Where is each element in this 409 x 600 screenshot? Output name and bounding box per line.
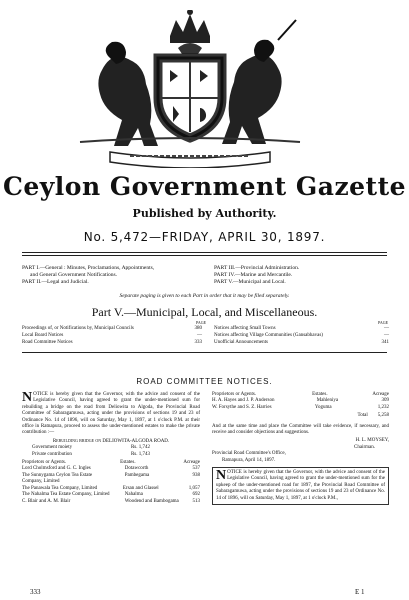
divider (22, 252, 387, 253)
signer-name: H. L. MOYSEY, (355, 438, 389, 444)
contents-right (214, 325, 389, 346)
contents-row: Notices affecting Village Communities (Gansabhavas) — (214, 333, 389, 338)
total-row: Total 5,258 (357, 413, 389, 419)
project-line: Rebuilding bridge on DELIOWITA-ALGODA ROAD. (52, 438, 170, 444)
signer-title: Chairman. (354, 444, 375, 450)
notice-column-right (212, 392, 389, 505)
table-row: The Sunnygama Ceylon Tea Estate Company, Limited Pambegama 938 (22, 472, 200, 485)
gazette-title: Ceylon Government Gazette (2, 172, 407, 201)
contents-row: Road Committee Notices 333 (22, 340, 202, 345)
notice-paragraph: NOTICE is hereby given that the Governor, with the advice and consent of the Legislative Council, having agreed to grant the under-mentioned sum for the upkeep of the under-mentioned road for 1897, the Provincial Road Committee of Sabaragamuwa, acting under the provisions of sections 19 and 23 of Ordinance No. 14 of 1896, will on Saturday, May 1, 1897, at 1 o'clock P.M., (216, 468, 385, 501)
drop-cap: N (22, 390, 33, 405)
parts-index-right (214, 265, 389, 286)
parts-item: PART V.—Municipal and Local. (214, 279, 286, 285)
parts-item: PART IV.—Marine and Mercantile. (214, 272, 293, 278)
table-header: Proprietors or Agents. Estates. Acreage (22, 460, 200, 466)
shield-icon (158, 58, 222, 138)
divider (22, 255, 387, 256)
motto-ribbon (110, 152, 270, 168)
royal-coat-of-arms (40, 10, 340, 168)
contents-left (22, 325, 202, 346)
sheet-signature: E 1 (355, 588, 365, 596)
contents-row: Notices affecting Small Towns — (214, 326, 389, 331)
parts-item: PART III.—Provincial Administration. (214, 265, 300, 271)
section-title: ROAD COMMITTEE NOTICES. (136, 377, 273, 386)
notice2-box (212, 467, 389, 505)
unicorn-supporter-icon (222, 20, 296, 144)
place-date: Ratnapura, April 14, 1897. (222, 457, 276, 463)
page-column-label: PAGE (196, 320, 207, 325)
table-row: C. Blair and A. M. Blair Woodend and Bambogama 513 (22, 498, 200, 504)
notice-paragraph: NOTICE is hereby given that the Governor, with the advice and consent of the Legislative Council, having agreed to grant the under-mentioned sum for rebuilding a bridge on the road from Deliowita to Algoda, the Provincial Road Committee of Sabaragamuwa, acting under the provisions of sections 19 and 23 of Ordinance No. 14 of 1896, will on Saturday, May 1, 1897, at 1 o'clock P.M. at their office in Ratnapura, proceed to assess the under-mentioned estates to make the private contribution :— (22, 390, 200, 436)
parts-index-left (22, 265, 202, 286)
moiety-row: Private contribution Rs. 1,743 (32, 451, 150, 457)
issue-line: No. 5,472—FRIDAY, APRIL 30, 1897. (83, 230, 326, 244)
paging-note: Separate paging is given to each Part in order that it may be filed separately. (119, 293, 290, 299)
table-row: The Panawala Tea Company, Limited Ersan and Glassel 1,057 (22, 485, 200, 491)
closing-paragraph: And at the same time and place the Committee will take evidence, if necessary, and receive and consider objections and suggestions. (212, 423, 389, 436)
divider (22, 352, 387, 353)
table-row: Lord Cholmsford and G. C. Ingles Dotawcorth 537 (22, 466, 200, 472)
table-row: W. Forsythe and S. Z. Harries Yoguma 1,232 (212, 404, 389, 410)
lion-supporter-icon (98, 42, 158, 146)
contents-row: Local Board Notices — (22, 333, 202, 338)
crown-icon (170, 10, 210, 43)
office-line: Provincial Road Committee's Office, (212, 451, 286, 457)
contents-row: Proceedings of, or Notifications by, Municipal Councils 380 (22, 326, 202, 331)
page-number: 333 (30, 588, 41, 596)
drop-cap: N (216, 468, 227, 484)
parts-item: and General Government Notifications. (30, 272, 118, 278)
table-header: Proprietors or Agents. Estates. Acreage (212, 392, 389, 397)
authority-line: Published by Authority. (132, 207, 277, 220)
page-column-label: PAGE (378, 320, 389, 325)
parts-item: PART II.—Legal and Judicial. (22, 279, 89, 285)
part-heading: Part V.—Municipal, Local, and Miscellaneous. (91, 305, 318, 319)
parts-item: PART I.—General : Minutes, Proclamations, Appointments, (22, 265, 155, 271)
table-row: H. A. Hayes and J. P. Anderson Mahleniya 309 (212, 398, 389, 404)
moiety-row: Government moiety Rs. 1,742 (32, 445, 150, 451)
notice-column-left (22, 392, 200, 505)
table-row: The Nahalma Tea Estate Company, Limited Nahalma 692 (22, 492, 200, 498)
contents-row: Unofficial Announcements 341 (214, 340, 389, 345)
